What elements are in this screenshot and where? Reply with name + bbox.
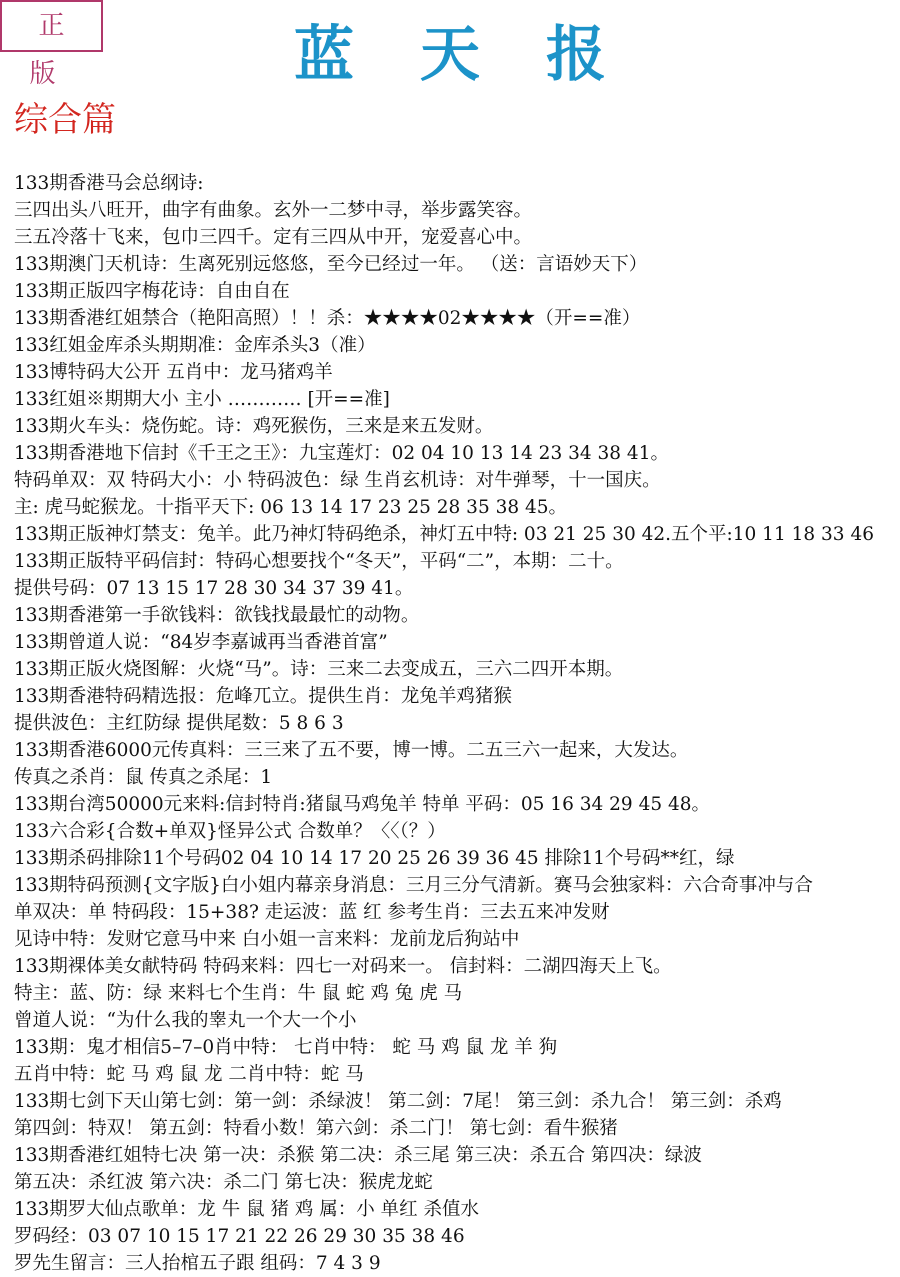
text-line: 提供波色：主红防绿 提供尾数：5 8 6 3 — [14, 713, 344, 734]
text-line: 133期香港地下信封《千王之王》：九宝莲灯：02 04 10 13 14 23 34 38 41。 — [14, 443, 669, 464]
section-heading: 综合篇 — [14, 100, 116, 140]
text-line: 见诗中特：发财它意马中来 白小姐一言来料：龙前龙后狗站中 — [14, 929, 520, 950]
text-line: 133期澳门天机诗：生离死别远悠悠，至今已经过一年。 （送：言语妙天下） — [14, 254, 648, 275]
text-line: 133期香港马会总纲诗: — [14, 173, 204, 194]
text-line: 133期杀码排除11个号码02 04 10 14 17 20 25 26 39 36 45 排除11个号码**红，绿 — [14, 848, 735, 869]
text-line: 133红姐※期期大小 主小 ………… [开==准] — [14, 389, 390, 410]
text-line: 133博特码大公开 五肖中：龙马猪鸡羊 — [14, 362, 333, 383]
text-line: 特码单双：双 特码大小：小 特码波色：绿 生肖玄机诗：对牛弹琴，十一国庆。 — [14, 470, 661, 491]
text-line: 133期香港特码精选报：危峰兀立。提供生肖：龙兔羊鸡猪猴 — [14, 686, 512, 707]
text-line: 提供号码：07 13 15 17 28 30 34 37 39 41。 — [14, 578, 414, 599]
text-line: 133期正版神灯禁支：兔羊。此乃神灯特码绝杀，神灯五中特: 03 21 25 30 42.五个平:10 11 18 33 46 — [14, 524, 874, 545]
text-line: 主: 虎马蛇猴龙。十指平天下: 06 13 14 17 23 25 28 35 38 45。 — [14, 497, 568, 518]
page-title: 蓝天报 — [294, 20, 672, 90]
text-line: 133期台湾50000元来料:信封特肖:猪鼠马鸡兔羊 特单 平码：05 16 34 29 45 48。 — [14, 794, 711, 815]
text-line: 单双决：单 特码段：15+38? 走运波：蓝 红 参考生肖：三去五来冲发财 — [14, 902, 610, 923]
text-line: 第四剑：特双！ 第五剑：特看小数！第六剑：杀二门！ 第七剑：看牛猴猪 — [14, 1118, 618, 1139]
text-line: 133期香港第一手欲钱料：欲钱找最最忙的动物。 — [14, 605, 420, 626]
text-line: 133期裸体美女献特码 特码来料：四七一对码来一。 信封料：二湖四海天上飞。 — [14, 956, 672, 977]
text-line: 133期正版火烧图解：火烧“马”。诗：三来二去变成五，三六二四开本期。 — [14, 659, 624, 680]
text-line: 第五决：杀红波 第六决：杀二门 第七决：猴虎龙蛇 — [14, 1172, 433, 1193]
text-line: 133期正版四字梅花诗：自由自在 — [14, 281, 290, 302]
text-line: 133期香港红姐禁合（艳阳高照）！！杀：★★★★02★★★★（开==准） — [14, 308, 641, 329]
text-line: 133期香港红姐特七决 第一决：杀猴 第二决：杀三尾 第三决：杀五合 第四决：绿波 — [14, 1145, 702, 1166]
text-line: 五肖中特：蛇 马 鸡 鼠 龙 二肖中特：蛇 马 — [14, 1064, 364, 1085]
text-line: 三五冷落十飞来，包巾三四千。定有三四从中开，宠爱喜心中。 — [14, 227, 533, 248]
text-line: 133期：鬼才相信5–7–0肖中特： 七肖中特： 蛇 马 鸡 鼠 龙 羊 狗 — [14, 1037, 558, 1058]
text-line: 133红姐金库杀头期期准：金库杀头3（准） — [14, 335, 376, 356]
text-line: 特主：蓝、防：绿 来料七个生肖：牛 鼠 蛇 鸡 兔 虎 马 — [14, 983, 463, 1004]
text-line: 133期特码预测{文字版}白小姐内幕亲身消息：三月三分气清新。赛马会独家料：六合奇事冲与合 — [14, 875, 813, 896]
text-line: 三四出头八旺开，曲字有曲象。玄外一二梦中寻，举步露笑容。 — [14, 200, 533, 221]
text-line: 罗先生留言：三人抬棺五子跟 组码：7 4 3 9 — [14, 1253, 381, 1274]
edition-badge: 正版 — [0, 0, 103, 52]
text-line: 133期罗大仙点歌单：龙 牛 鼠 猪 鸡 属：小 单红 杀值水 — [14, 1199, 479, 1220]
text-line: 133期正版特平码信封：特码心想要找个“冬天”，平码“二”，本期：二十。 — [14, 551, 624, 572]
text-line: 罗码经：03 07 10 15 17 21 22 26 29 30 35 38 46 — [14, 1226, 465, 1247]
text-line: 133期曾道人说：“84岁李嘉诚再当香港首富” — [14, 632, 388, 653]
text-line: 133期火车头：烧伤蛇。诗：鸡死猴伤，三来是来五发财。 — [14, 416, 494, 437]
text-line: 133期香港6000元传真料：三三来了五不要，博一博。二五三六一起来，大发达。 — [14, 740, 689, 761]
text-line: 133六合彩{合数+单双}怪异公式 合数单？〈〈（？） — [14, 821, 446, 842]
content-lines — [14, 170, 900, 1277]
text-line: 133期七剑下天山第七剑：第一剑：杀绿波！ 第二剑：7尾！ 第三剑：杀九合！ 第三剑：杀鸡 — [14, 1091, 782, 1112]
text-line: 曾道人说：“为什么我的睾丸一个大一个小 — [14, 1010, 357, 1031]
text-line: 传真之杀肖：鼠 传真之杀尾：1 — [14, 767, 273, 788]
